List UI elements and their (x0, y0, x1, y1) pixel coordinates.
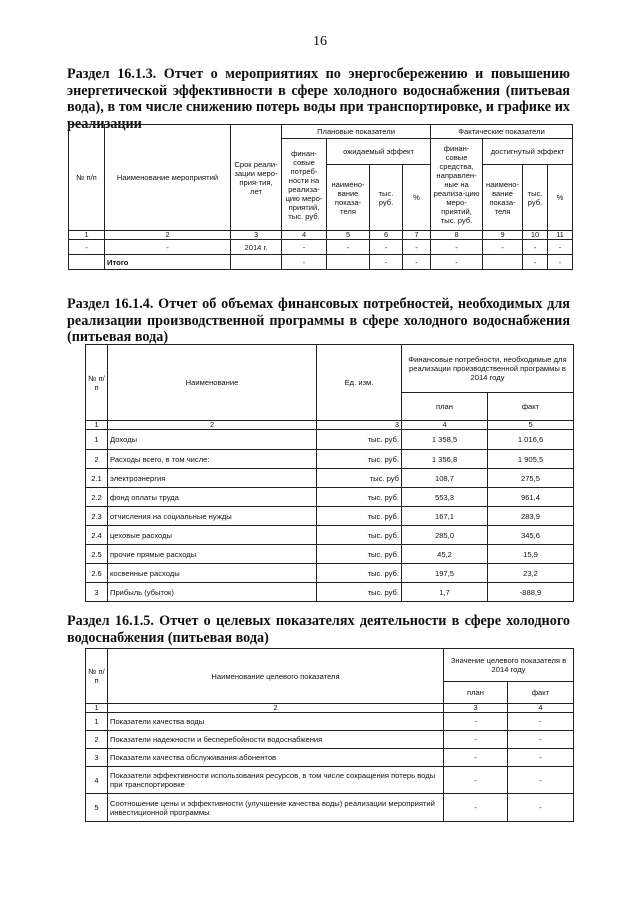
table-row: 3 Показатели качества обслуживания абонентов - - (86, 749, 574, 767)
table-row: 2.4 цеховые расходы тыс. руб. 285,0 345,6 (86, 526, 574, 545)
col-effect-pct: % (403, 165, 431, 231)
col-plan: план (402, 393, 488, 421)
table-row: 2 Расходы всего, в том числе: тыс. руб. 1 356,8 1 905,5 (86, 450, 574, 469)
table-row: 2 Показатели надежности и бесперебойности водоснабжения - - (86, 731, 574, 749)
table-row: 2.2 фонд оплаты труда тыс. руб. 553,3 961,4 (86, 488, 574, 507)
col-no: № п/п (69, 125, 105, 231)
col-plan-fin: финан-совые потреб-ности на реализа-цию меро-приятий, тыс. руб. (282, 139, 327, 231)
col-fact: факт (508, 682, 574, 704)
table-row: - - 2014 г. - - - - - - - - (69, 240, 573, 255)
column-number-row: 1 2 3 4 (86, 704, 574, 713)
table-row: 5 Соотношение цены и эффективности (улучшение качества воды) реализации мероприятий инвестиционной программы - - (86, 794, 574, 822)
table-row: 3 Прибыль (убыток) тыс. руб. 1,7 -888,9 (86, 583, 574, 602)
financial-needs-table (85, 344, 574, 602)
table-row: 2.1 электроэнергия тыс. руб 108,7 275,5 (86, 469, 574, 488)
col-planned: Плановые показатели (282, 125, 431, 139)
table-row: 2.5 прочие прямые расходы тыс. руб. 45,2 15,9 (86, 545, 574, 564)
col-fact-fin: финан-совые средства, направлен-ные на реализа-цию меро-приятий, тыс. руб. (431, 139, 483, 231)
col-fact: факт (488, 393, 574, 421)
col-ach-name: наимено-вание показа-теля (483, 165, 523, 231)
col-ach-pct: % (548, 165, 573, 231)
table-row: 1 Доходы тыс. руб. 1 358,5 1 016,6 (86, 430, 574, 450)
col-achieved-effect: достигнутый эффект (483, 139, 573, 165)
col-name: Наименование (108, 345, 317, 421)
col-no: № п/п (86, 649, 108, 704)
col-expected-effect: ожидаемый эффект (327, 139, 431, 165)
table-row: 4 Показатели эффективности использования ресурсов, в том числе сокращения потерь воды при транспортировке - - (86, 767, 574, 794)
column-number-row: 1 2 3 4 5 (86, 421, 574, 430)
col-target-value: Значение целевого показателя в 2014 году (444, 649, 574, 682)
col-effect-name: наимено-вание показа-теля (327, 165, 370, 231)
target-indicators-table (85, 648, 574, 822)
col-unit: Ед. изм. (317, 345, 402, 421)
col-no: № п/п (86, 345, 108, 421)
col-name: Наименование целевого показателя (108, 649, 444, 704)
col-plan: план (444, 682, 508, 704)
col-actual: Фактические показатели (431, 125, 573, 139)
table-row: 2.3 отчисления на социальные нужды тыс. руб. 167,1 283,9 (86, 507, 574, 526)
page-number: 16 (313, 34, 327, 49)
table-row: 1 Показатели качества воды - - (86, 713, 574, 731)
total-row: Итого - - - - - - (69, 255, 573, 270)
col-term: Срок реали-зации меро-прия-тия, лет (231, 125, 282, 231)
col-name: Наименование мероприятий (105, 125, 231, 231)
column-number-row: 1 2 3 4 5 6 7 8 9 10 11 (69, 231, 573, 240)
table-row: 2.6 косвенные расходы тыс. руб. 197,5 23,2 (86, 564, 574, 583)
measures-table (68, 124, 573, 270)
col-financial-needs: Финансовые потребности, необходимые для реализации производственной программы в 2014 году (402, 345, 574, 393)
col-ach-rub: тыс. руб. (523, 165, 548, 231)
section-16-1-4-title: Раздел 16.1.4. Отчет об объемах финансовых потребностей, необходимых для реализации производственной программы в сфере холодного водоснабжения (питьевая вода) (67, 296, 570, 345)
col-effect-rub: тыс. руб. (370, 165, 403, 231)
section-16-1-5-title: Раздел 16.1.5. Отчет о целевых показателях деятельности в сфере холодного водоснабжения (питьевая вода) (67, 613, 570, 646)
section-16-1-3-title: Раздел 16.1.3. Отчет о мероприятиях по энергосбережению и повышению энергетической эффективности в сфере холодного водоснабжения (питьевая вода), в том числе снижению потерь воды при транспортировке, и графике их реализации (67, 66, 570, 132)
